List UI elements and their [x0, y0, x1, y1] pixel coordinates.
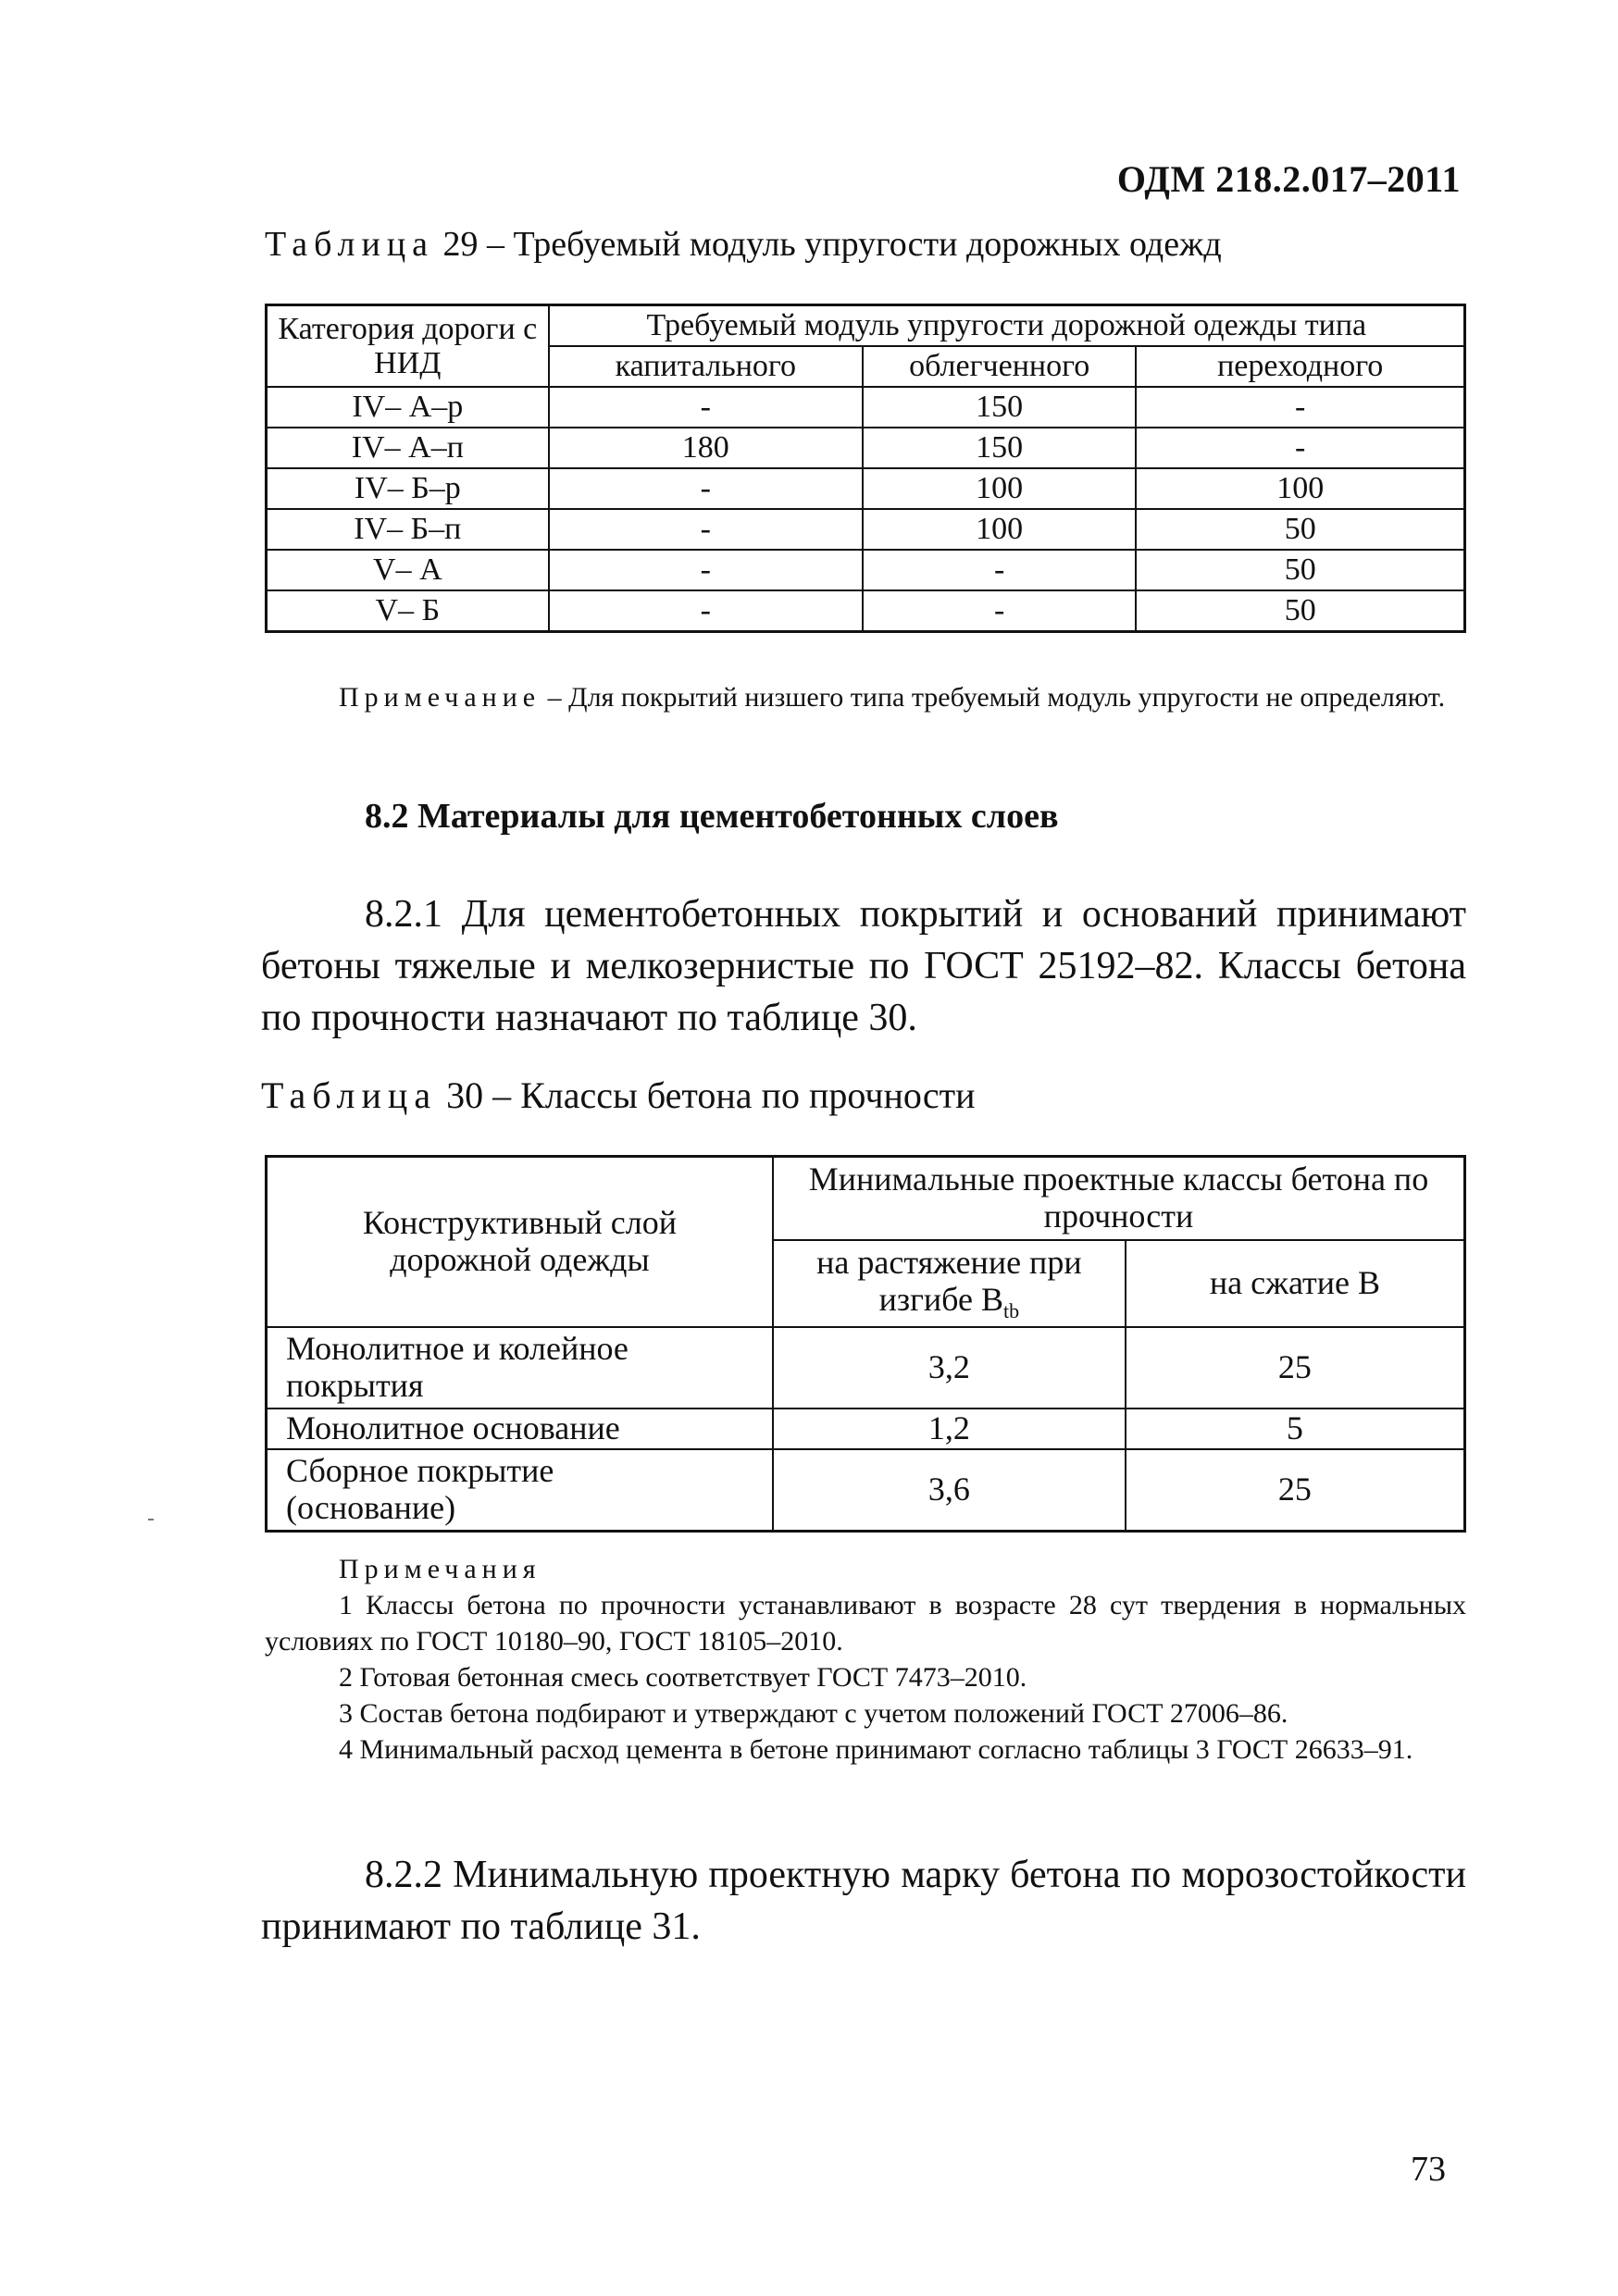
table-cell: 100 — [1136, 468, 1464, 509]
tension-label: на растяжение при изгибе B — [816, 1244, 1082, 1318]
table-cell: Монолитное и колейное покрытия — [267, 1327, 773, 1409]
table-cell: - — [1136, 428, 1464, 468]
table-row — [267, 1409, 1465, 1449]
table-cell: IV– А–р — [267, 387, 549, 428]
table-row — [267, 509, 1465, 550]
table-30-header-group: Минимальные проектные классы бетона по прочности — [773, 1157, 1465, 1241]
tension-subscript: tb — [1003, 1298, 1020, 1322]
table-30-caption — [261, 1074, 975, 1117]
table-cell: 3,2 — [773, 1327, 1126, 1409]
table-cell: 150 — [863, 428, 1136, 468]
table-29-subheader: облегченного — [863, 346, 1136, 387]
table-row — [267, 387, 1465, 428]
note-item: 2 Готовая бетонная смесь соответствует ГОСТ 7473–2010. — [339, 1662, 1027, 1693]
table-row — [267, 428, 1465, 468]
table-cell: 25 — [1126, 1327, 1465, 1409]
table-29-header-category: Категория дороги с НИД — [267, 305, 549, 388]
table-cell: - — [549, 468, 863, 509]
paragraph-8-2-1: 8.2.1 Для цементобетонных покрытий и оснований принимают бетоны тяжелые и мелкозернистые по ГОСТ 25192–82. Классы бетона по прочности назначают по таблице 30. — [261, 893, 1466, 1039]
table-row — [267, 468, 1465, 509]
margin-mark — [148, 1519, 154, 1520]
note-item: 1 Классы бетона по прочности устанавливают в возрасте 28 сут твердения в нормальных условиях по ГОСТ 10180–90, ГОСТ 18105–2010. — [265, 1590, 1466, 1657]
table-cell: IV– А–п — [267, 428, 549, 468]
table-29-caption — [265, 224, 1222, 265]
table-cell: 180 — [549, 428, 863, 468]
table-cell: - — [549, 550, 863, 590]
table-cell: V– Б — [267, 590, 549, 632]
notes-title: Примечания — [339, 1554, 541, 1584]
table-cell: - — [549, 509, 863, 550]
table-cell: 100 — [863, 509, 1136, 550]
table-30-notes — [265, 1551, 1466, 1768]
table-29-subheader: капитального — [549, 346, 863, 387]
table-29-note — [265, 679, 1466, 715]
table-30-subheader-compress: на сжатие B — [1126, 1240, 1465, 1327]
table-row — [267, 550, 1465, 590]
table-row — [267, 1449, 1465, 1532]
table-row — [267, 590, 1465, 632]
table-cell: 50 — [1136, 590, 1464, 632]
table-cell: IV– Б–п — [267, 509, 549, 550]
table-cell: - — [549, 590, 863, 632]
table-29-caption-text: 29 – Требуемый модуль упругости дорожных одежд — [442, 225, 1222, 264]
table-cell: - — [863, 590, 1136, 632]
table-cell: Монолитное основание — [267, 1409, 773, 1449]
note-item: 4 Минимальный расход цемента в бетоне принимают согласно таблицы 3 ГОСТ 26633–91. — [339, 1734, 1413, 1765]
note-item: 3 Состав бетона подбирают и утверждают с учетом положений ГОСТ 27006–86. — [339, 1698, 1288, 1729]
table-cell: - — [1136, 387, 1464, 428]
table-30-subheader-tension — [773, 1240, 1126, 1327]
page-number: 73 — [1411, 2150, 1446, 2189]
note-label: Примечание — [339, 682, 541, 713]
table-cell: 3,6 — [773, 1449, 1126, 1532]
table-29-subheader: переходного — [1136, 346, 1464, 387]
table-29-caption-label: Таблица — [265, 225, 435, 264]
paragraph-8-2-2: 8.2.2 Минимальную проектную марку бетона по морозостойкости принимают по таблице 31. — [261, 1854, 1466, 1948]
note-text: – Для покрытий низшего типа требуемый модуль упругости не определяют. — [547, 682, 1446, 713]
table-cell: Сборное покрытие (основание) — [267, 1449, 773, 1532]
table-cell: - — [863, 550, 1136, 590]
table-cell: 5 — [1126, 1409, 1465, 1449]
table-30-header-layer: Конструктивный слой дорожной одежды — [267, 1157, 773, 1328]
table-cell: - — [549, 387, 863, 428]
table-30 — [265, 1155, 1466, 1533]
table-cell: 1,2 — [773, 1409, 1126, 1449]
table-30-caption-label: Таблица — [261, 1074, 438, 1116]
table-cell: 50 — [1136, 550, 1464, 590]
table-29 — [265, 304, 1466, 633]
table-cell: 150 — [863, 387, 1136, 428]
table-row — [267, 1327, 1465, 1409]
table-cell: IV– Б–р — [267, 468, 549, 509]
table-cell: 25 — [1126, 1449, 1465, 1532]
table-cell: V– А — [267, 550, 549, 590]
document-id: ОДМ 218.2.017–2011 — [1116, 158, 1461, 200]
table-29-header-group: Требуемый модуль упругости дорожной одежды типа — [549, 305, 1465, 347]
section-heading: 8.2 Материалы для цементобетонных слоев — [365, 797, 1059, 836]
table-cell: 100 — [863, 468, 1136, 509]
table-cell: 50 — [1136, 509, 1464, 550]
table-30-caption-text: 30 – Классы бетона по прочности — [446, 1074, 976, 1116]
